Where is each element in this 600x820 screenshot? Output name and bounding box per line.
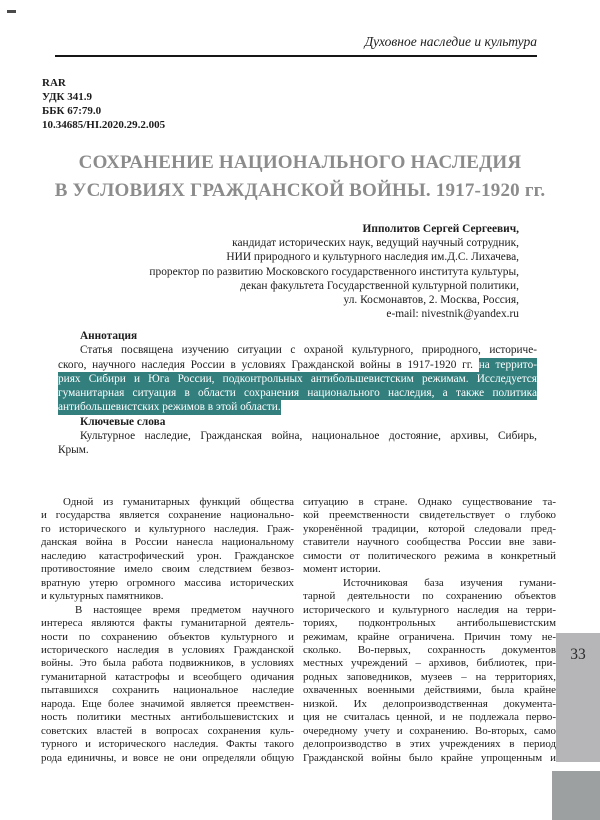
text-segment: симости от политического режима в конкретный <box>303 549 556 562</box>
text-segment: ского, научного наследия России в условиях Гражданской войны в 1917-1920 гг. <box>58 358 479 371</box>
text-line <box>41 590 294 603</box>
text-line <box>303 509 556 522</box>
text-line <box>41 523 294 536</box>
text-line <box>41 577 294 590</box>
abstract-body <box>58 343 537 414</box>
text-segment: народа. Еще более значимой является преемствен- <box>41 697 294 710</box>
abstract-heading: Аннотация <box>80 330 138 342</box>
selection-highlight: на террито- <box>478 358 537 371</box>
text-segment: ситуацию в стране. Однако существование та- <box>303 496 556 508</box>
article-title <box>30 149 570 204</box>
selection-highlight: гуманитарная ситуация в области сохранения национального наследия, а также политика <box>58 387 537 400</box>
text-line <box>41 509 294 522</box>
text-segment: исторического и культурного наследия на терри- <box>303 603 556 616</box>
text-segment: ности по сохранению объектов культурного и <box>41 630 294 643</box>
text-segment: интереса являются факты гуманитарной деятель- <box>41 617 294 630</box>
text-line <box>41 752 294 765</box>
text-segment: Одной из гуманитарных функций общества <box>63 496 294 508</box>
text-segment: УДК 341.9 <box>42 91 93 103</box>
text-line <box>41 711 294 724</box>
running-head: Духовное наследие и культура <box>364 34 537 49</box>
text-segment: декан факультета Государственной культурной политики, <box>240 279 519 292</box>
text-segment: го исторического и культурного наследия. Граж- <box>41 522 294 535</box>
text-line <box>303 738 556 751</box>
text-line <box>303 698 556 711</box>
text-segment: ность политики местных антибольшевистских и <box>41 711 294 724</box>
text-line <box>41 563 294 576</box>
text-segment: проректор по развитию Московского государственного института культуры, <box>149 265 519 278</box>
text-segment: гуманитарной катастрофы и всеобщего одичания <box>41 670 294 683</box>
text-line <box>303 752 556 765</box>
text-line <box>59 250 519 264</box>
text-line <box>41 536 294 549</box>
selection-highlight: риях Сибири и Юга России, подконтрольных антибольшевистским режимам. Исследуется <box>58 372 537 385</box>
author-block <box>59 222 519 321</box>
text-segment: исторического наследия в условиях Гражданской <box>41 643 294 656</box>
text-line <box>59 279 519 293</box>
abstract-and-keywords <box>58 329 537 458</box>
text-segment: 10.34685/HI.2020.29.2.005 <box>42 119 166 131</box>
text-segment: сколько. Во-первых, сохранность документов <box>303 643 556 656</box>
text-segment: наследию катастрофический урон. Гражданское <box>41 549 294 562</box>
text-line <box>303 671 556 684</box>
keywords-body <box>58 429 537 458</box>
text-segment: данская война в России нанесла национальному <box>41 536 294 549</box>
text-line <box>303 644 556 657</box>
text-line <box>42 118 165 132</box>
right-column <box>303 496 556 765</box>
text-segment: ториях, подконтрольных антибольшевистским <box>303 617 556 630</box>
text-segment: Статья посвящена изучению ситуации с охраной культурного, природного, историче- <box>80 344 537 357</box>
text-segment: Гражданской войны было крайне упрощенным и <box>303 751 556 764</box>
text-segment: охваченных военными действиями, была крайне <box>303 684 556 697</box>
text-line <box>41 617 294 630</box>
text-segment: пытавшихся сохранить национальное наследие <box>41 684 294 697</box>
text-line <box>41 684 294 697</box>
text-line <box>303 550 556 563</box>
text-segment: момент истории. <box>303 563 381 576</box>
text-segment: Источниковая база изучения гумани- <box>343 576 556 589</box>
meta-block <box>42 76 165 132</box>
text-line <box>303 684 556 697</box>
text-line <box>58 429 537 443</box>
text-line <box>58 372 537 386</box>
text-line <box>42 90 165 104</box>
text-segment: рода единичны, и вовсе не они определяли общую <box>41 751 294 764</box>
text-line <box>41 631 294 644</box>
text-segment: режимам, крайне ограничена. Причин тому не- <box>303 630 556 643</box>
text-line <box>58 386 537 400</box>
text-line <box>41 496 294 509</box>
text-segment: НИИ природного и культурного наследия им.Д.С. Лихачева, <box>226 251 519 264</box>
text-segment: войны. Это была работа подвижников, в условиях <box>41 657 294 670</box>
text-segment: низкой. Их делопроизводственная документа- <box>303 697 556 710</box>
text-segment: кой преемственности свидетельствует о глубоко <box>303 509 556 522</box>
text-segment: противостояние имело своим следствием безвоз- <box>41 563 294 576</box>
text-segment: RAR <box>42 77 66 89</box>
header-rule <box>55 55 537 57</box>
text-segment: и государства является сохранение национально- <box>41 509 294 522</box>
text-line <box>303 631 556 644</box>
text-segment: и культурных памятников. <box>41 590 164 603</box>
scan-corner-mark <box>7 10 16 13</box>
text-segment: Культурное наследие, Гражданская война, национальное достояние, архивы, Сибирь, <box>80 430 537 443</box>
text-segment: ул. Космонавтов, 2. Москва, Россия, <box>343 294 519 307</box>
text-segment: вратную утерю огромного массива исторических <box>41 576 294 589</box>
text-line <box>59 293 519 307</box>
text-segment: кандидат исторических наук, ведущий научный сотрудник, <box>232 237 519 250</box>
text-line <box>303 617 556 630</box>
text-segment: ция не считалась ценной, и не подлежала перво- <box>303 711 556 724</box>
bottom-gray-box <box>552 771 600 820</box>
selection-highlight: антибольшевистских режимов в этой области. <box>58 401 281 414</box>
text-line <box>303 711 556 724</box>
text-segment: турного и исторического наследия. Факты такого <box>41 738 294 751</box>
text-line <box>42 76 165 90</box>
text-segment: ставители научного сообщества России вне зави- <box>303 536 556 549</box>
text-line <box>303 725 556 738</box>
text-segment: тарной деятельности по сохранению объектов <box>303 590 556 603</box>
text-line <box>42 104 165 118</box>
text-line <box>303 496 556 509</box>
text-segment: Ипполитов Сергей Сергеевич, <box>362 223 519 235</box>
text-line <box>303 536 556 549</box>
text-line <box>41 657 294 670</box>
text-segment: делопроизводство в этих учреждениях в период <box>303 738 556 751</box>
text-segment: укоренённой традиции, которой следовали пред- <box>303 522 556 535</box>
text-line <box>59 307 519 321</box>
text-line <box>59 265 519 279</box>
text-line <box>41 698 294 711</box>
text-line <box>59 222 519 236</box>
text-line <box>303 657 556 670</box>
text-line <box>58 400 537 414</box>
text-segment: Крым. <box>58 444 89 457</box>
text-line <box>303 523 556 536</box>
keywords-heading: Ключевые слова <box>80 415 166 428</box>
text-line <box>58 343 537 357</box>
article-title-line1: СОХРАНЕНИЕ НАЦИОНАЛЬНОГО НАСЛЕДИЯ <box>78 152 522 173</box>
text-line <box>58 358 537 372</box>
text-segment: ББК 67:79.0 <box>42 105 102 117</box>
text-segment: e-mail: nivestnik@yandex.ru <box>386 308 519 321</box>
text-line <box>41 725 294 738</box>
text-line <box>303 563 556 576</box>
text-line <box>41 550 294 563</box>
text-line <box>41 738 294 751</box>
text-line <box>41 644 294 657</box>
text-line <box>41 671 294 684</box>
text-segment: очередному учету и сохранению. Во-вторых, само <box>303 724 556 737</box>
page-number: 33 <box>570 646 586 663</box>
text-segment: В настоящее время предметом научного <box>75 603 294 616</box>
text-segment: советских властей в вопросах сохранения куль- <box>41 724 294 737</box>
page-number-strip <box>556 633 600 762</box>
text-segment: местных учреждений – архивов, библиотек, при- <box>303 657 556 670</box>
left-column <box>41 496 294 765</box>
text-line <box>58 443 537 457</box>
text-line <box>303 590 556 603</box>
article-title-line2: В УСЛОВИЯХ ГРАЖДАНСКОЙ ВОЙНЫ. 1917-1920 гг. <box>54 179 546 201</box>
text-line <box>303 577 556 590</box>
text-line <box>303 604 556 617</box>
text-segment: родных заповедников, музеев – на территориях, <box>303 670 556 683</box>
text-line <box>41 604 294 617</box>
text-line <box>59 236 519 250</box>
